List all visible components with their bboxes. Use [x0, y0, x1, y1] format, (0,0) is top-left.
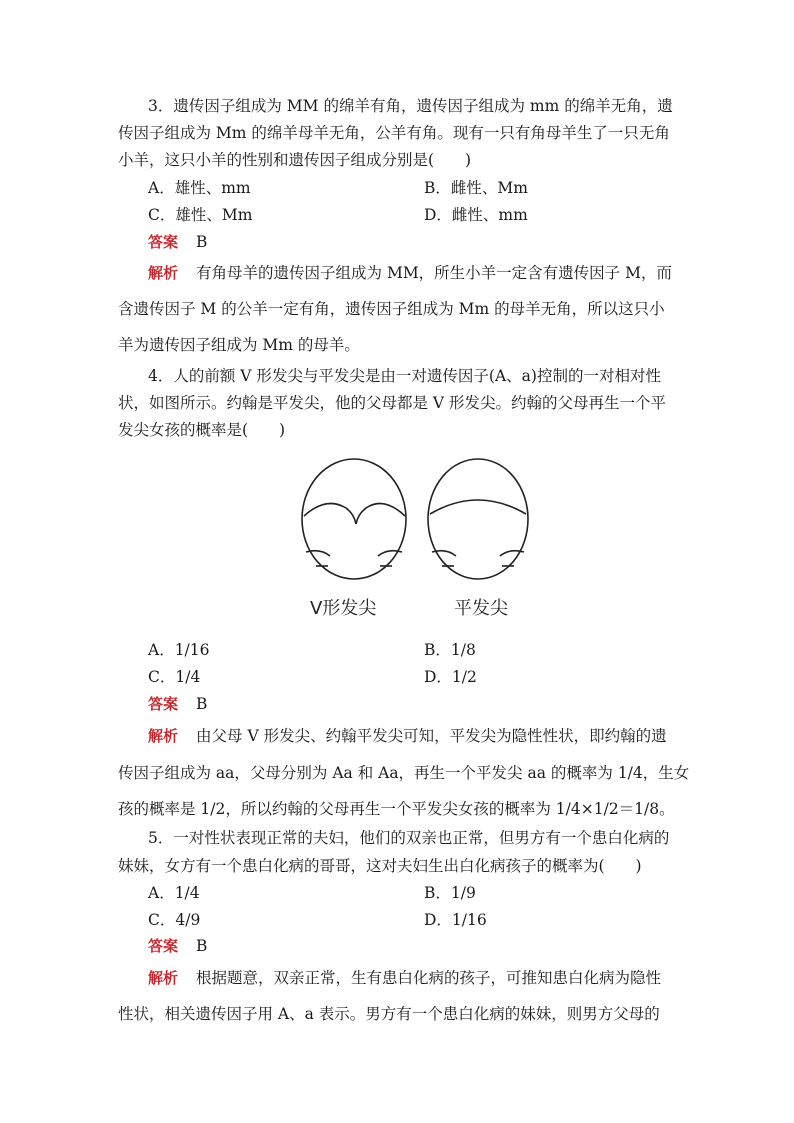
q5-option-c: C．4/9 — [148, 911, 201, 929]
q3-analysis-line-3: 羊为遗传因子组成为 Mm 的母羊。 — [118, 336, 360, 354]
answer-label: 答案 — [148, 937, 179, 955]
q3-option-a: A．雄性、mm — [148, 179, 251, 197]
q4-option-c: C．1/4 — [148, 668, 201, 686]
analysis-label: 解析 — [148, 264, 179, 282]
q3-analysis-line-1 — [148, 263, 710, 283]
v-right-ear — [378, 551, 402, 556]
q3-option-c: C．雄性、Mm — [148, 206, 253, 224]
q3-analysis-text-1: 有角母羊的遗传因子组成为 MM，所生小羊一定含有遗传因子 M，而 — [196, 264, 672, 282]
q3-stem-line-1: 3．遗传因子组成为 MM 的绵羊有角，遗传因子组成为 mm 的绵羊无角，遗 — [148, 97, 673, 115]
q5-analysis-line-2: 性状，相关遗传因子用 A、a 表示。男方有一个患白化病的妹妹，则男方父母的 — [118, 1005, 660, 1023]
v-hairline-label: V形发尖 — [310, 598, 377, 619]
analysis-label: 解析 — [148, 727, 179, 745]
q5-analysis-text-1: 根据题意，双亲正常，生有患白化病的孩子，可推知患白化病为隐性 — [196, 969, 662, 987]
q4-option-a: A．1/16 — [148, 641, 210, 659]
answer-label: 答案 — [148, 233, 179, 251]
q4-analysis-line-1 — [148, 726, 710, 746]
q3-answer-row — [148, 232, 710, 252]
q3-answer: B — [196, 233, 208, 251]
v-left-ear — [306, 551, 330, 556]
q4-answer: B — [196, 695, 208, 713]
q5-analysis-line-1 — [148, 968, 710, 988]
q3-option-b: B．雌性、Mm — [424, 179, 528, 197]
q4-analysis-line-2: 传因子组成为 aa，父母分别为 Aa 和 Aa，再生一个平发尖 aa 的概率为 1/4，生女 — [118, 764, 690, 782]
q3-option-d: D．雌性、mm — [424, 206, 528, 224]
analysis-label: 解析 — [148, 969, 179, 987]
q3-stem-line-2: 传因子组成为 Mm 的绵羊母羊无角，公羊有角。现有一只有角母羊生了一只无角 — [118, 124, 670, 142]
q5-answer-row — [148, 936, 710, 956]
straight-hairline-label: 平发尖 — [454, 598, 508, 619]
q5-stem-line-2: 妹妹，女方有一个患白化病的哥哥，这对夫妇生出白化病孩子的概率为( ) — [118, 857, 642, 875]
q5-option-b: B．1/9 — [424, 884, 476, 902]
straight-left-ear — [432, 551, 456, 556]
q4-option-d: D．1/2 — [424, 668, 477, 686]
straight-right-ear — [500, 551, 524, 556]
q3-analysis-line-2: 含遗传因子 M 的公羊一定有角，遗传因子组成为 Mm 的母羊无角，所以这只小 — [118, 300, 665, 318]
q4-stem-line-2: 状，如图所示。约翰是平发尖，他的父母都是 V 形发尖。约翰的父母再生一个平 — [118, 394, 667, 412]
q4-analysis-line-3: 孩的概率是 1/2，所以约翰的父母再生一个平发尖女孩的概率为 1/4×1/2＝1/8。 — [118, 800, 675, 818]
q5-answer: B — [196, 937, 208, 955]
q5-option-d: D．1/16 — [424, 911, 487, 929]
straight-head-outline — [428, 459, 528, 579]
q3-stem-line-3: 小羊，这只小羊的性别和遗传因子组成分别是( ) — [118, 151, 472, 169]
answer-label: 答案 — [148, 695, 179, 713]
q5-option-a: A．1/4 — [148, 884, 200, 902]
hairline-figure — [284, 444, 542, 634]
q4-stem-line-3: 发尖女孩的概率是( ) — [118, 421, 286, 439]
q4-stem-line-1: 4．人的前额 V 形发尖与平发尖是由一对遗传因子(A、a)控制的一对相对性 — [148, 367, 661, 385]
q5-stem-line-1: 5．一对性状表现正常的夫妇，他们的双亲也正常，但男方有一个患白化病的 — [148, 829, 670, 847]
v-hairline — [304, 504, 405, 525]
q4-answer-row — [148, 694, 710, 714]
straight-hairline — [430, 500, 526, 514]
q4-option-b: B．1/8 — [424, 641, 476, 659]
q4-analysis-text-1: 由父母 V 形发尖、约翰平发尖可知，平发尖为隐性性状，即约翰的遗 — [196, 727, 667, 745]
